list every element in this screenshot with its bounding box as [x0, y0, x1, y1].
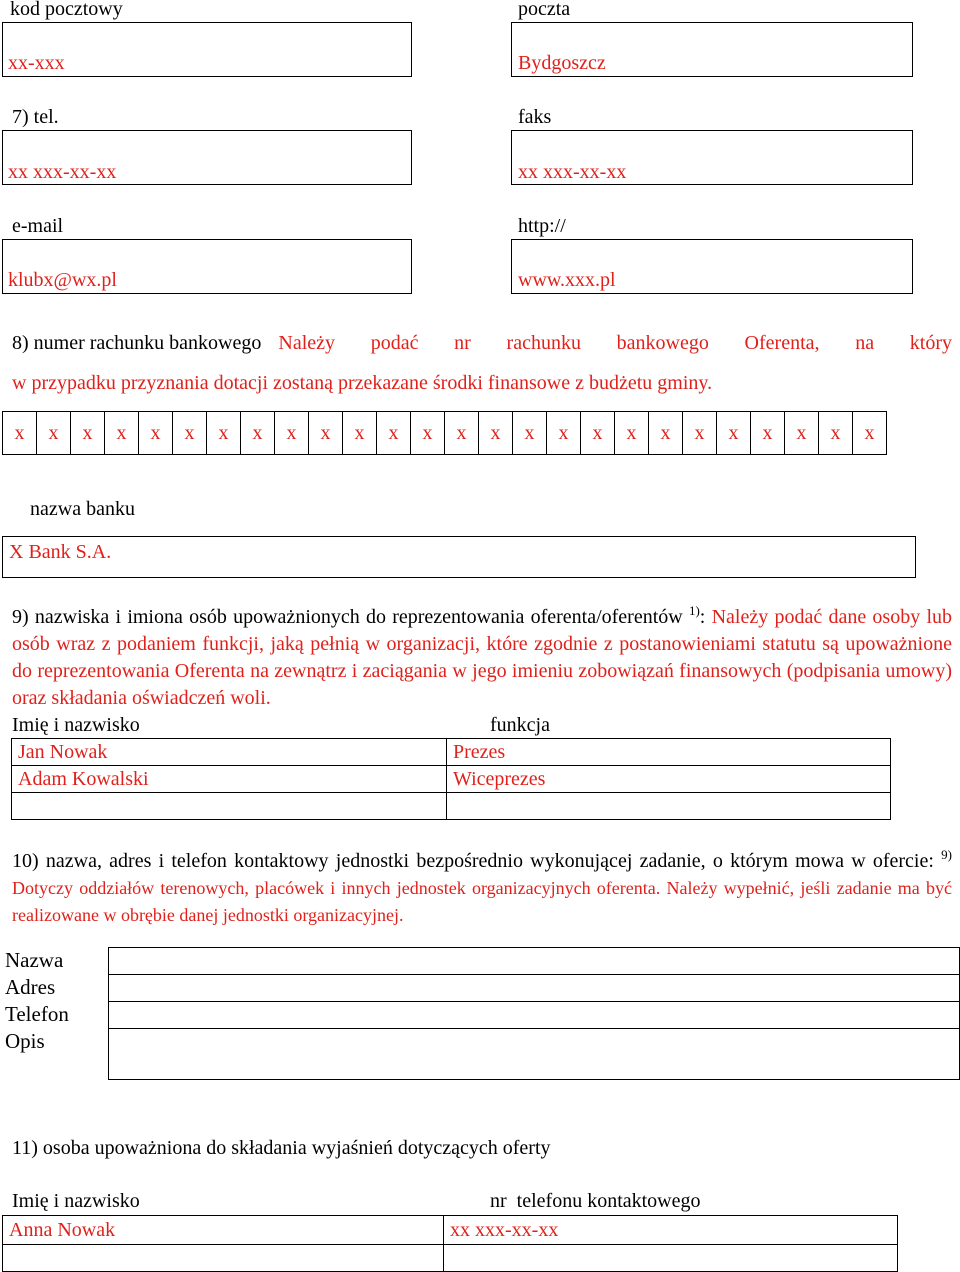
post-office-field[interactable] — [511, 22, 913, 77]
unit-phone-field[interactable] — [109, 1002, 960, 1029]
post-office-value: Bydgoszcz — [518, 52, 606, 74]
account-digit-cell[interactable]: x — [377, 412, 411, 455]
explainer-col-name: Imię i nazwisko — [12, 1190, 140, 1212]
account-digit-cell[interactable]: x — [207, 412, 241, 455]
explainer-phone-value: xx xxx-xx-xx — [450, 1218, 559, 1241]
explainer-phone-field[interactable] — [444, 1216, 898, 1245]
account-digit-cell[interactable]: x — [615, 412, 649, 455]
representatives-paragraph — [12, 604, 952, 712]
post-office-label: poczta — [518, 0, 571, 20]
account-digit-cell[interactable]: x — [411, 412, 445, 455]
rep-name-value: Jan Nowak — [18, 740, 108, 763]
unit-labels — [5, 947, 69, 1055]
explainer-empty-cell[interactable] — [3, 1245, 444, 1272]
account-digit-cell[interactable]: x — [139, 412, 173, 455]
account-digit-cell[interactable]: x — [173, 412, 207, 455]
representatives-note: Należy podać dane osoby lub osób wraz z podaniem funkcji, jaką pełnią w organizacji, które zgodnie z postanowieniami statutu są upoważnione do reprezentowania Oferenta na zewnątrz i zaciągania w jego imieniu zobowiązań finansowych (podpisania umowy) oraz składania oświadczeń woli. — [12, 606, 952, 709]
explainer-name-value: Anna Nowak — [9, 1218, 116, 1241]
unit-note: Dotyczy oddziałów terenowych, placówek i innych jednostek organizacyjnych oferenta. Należy wypełnić, jeśli zadanie ma być realizowane w obrębie danej jednostki organizacyjnej. — [12, 878, 952, 925]
account-digit-cell[interactable]: x — [649, 412, 683, 455]
account-digit-cell[interactable]: x — [445, 412, 479, 455]
table-row — [12, 739, 891, 766]
explainer-heading: 11) osoba upoważniona do składania wyjaśnień dotyczących oferty — [12, 1137, 551, 1159]
unit-label-description: Opis — [5, 1029, 45, 1053]
account-digit-cell[interactable]: x — [717, 412, 751, 455]
table-row — [12, 766, 891, 793]
rep-name-value — [12, 795, 18, 817]
account-digit-cell[interactable]: x — [853, 412, 887, 455]
account-digit-cell[interactable]: x — [819, 412, 853, 455]
unit-label-name: Nazwa — [5, 948, 64, 972]
rep-function-cell[interactable] — [447, 766, 891, 793]
unit-name-field[interactable] — [109, 948, 960, 975]
account-digit-cell[interactable]: x — [513, 412, 547, 455]
bank-note-line1: Należy podać nr rachunku bankowego Oferenta, na który — [278, 332, 952, 354]
postal-code-value: xx-xxx — [8, 52, 65, 74]
footnote-marker: 1) — [688, 603, 700, 618]
explainer-table — [2, 1215, 898, 1272]
bank-heading-line — [12, 331, 952, 355]
rep-name-cell[interactable] — [12, 793, 447, 820]
bank-heading: 8) numer rachunku bankowego — [12, 332, 262, 354]
unit-label-phone: Telefon — [5, 1002, 69, 1026]
rep-function-cell[interactable] — [447, 739, 891, 766]
account-digit-cell[interactable]: x — [683, 412, 717, 455]
account-digit-cell[interactable]: x — [479, 412, 513, 455]
representatives-heading: 9) nazwiska i imiona osób upoważnionych do reprezentowania oferenta/oferentów — [12, 606, 683, 628]
account-digit-cell[interactable]: x — [275, 412, 309, 455]
account-digit-cell[interactable]: x — [547, 412, 581, 455]
postal-code-label: kod pocztowy — [10, 0, 123, 20]
www-label: http:// — [518, 215, 566, 237]
account-digit-cell[interactable]: x — [105, 412, 139, 455]
rep-col-function: funkcja — [490, 714, 550, 736]
rep-name-value: Adam Kowalski — [18, 767, 149, 790]
www-value: www.xxx.pl — [518, 269, 616, 291]
unit-description-field[interactable] — [109, 1029, 960, 1080]
rep-function-value: Wiceprezes — [453, 767, 546, 790]
bank-note-line2: w przypadku przyznania dotacji zostaną przekazane środki finansowe z budżetu gminy. — [12, 372, 713, 394]
email-field[interactable] — [2, 239, 412, 294]
unit-address-field[interactable] — [109, 975, 960, 1002]
account-digit-cell[interactable]: x — [37, 412, 71, 455]
unit-heading: 10) nazwa, adres i telefon kontaktowy jednostki bezpośrednio wykonującej zadanie, o którym mowa w ofercie: — [12, 850, 934, 872]
account-digit-cell[interactable]: x — [785, 412, 819, 455]
rep-col-name: Imię i nazwisko — [12, 714, 140, 736]
account-digit-cell[interactable]: x — [309, 412, 343, 455]
fax-label: faks — [518, 106, 552, 128]
unit-table — [108, 947, 960, 1080]
account-digit-cell[interactable]: x — [71, 412, 105, 455]
explainer-col-phone: nr telefonu kontaktowego — [490, 1190, 701, 1212]
account-digit-cell[interactable]: x — [3, 412, 37, 455]
account-number-grid[interactable] — [2, 411, 887, 455]
explainer-empty-cell[interactable] — [444, 1245, 898, 1272]
email-label: e-mail — [12, 215, 64, 237]
rep-function-value: Prezes — [453, 740, 506, 763]
rep-name-cell[interactable] — [12, 766, 447, 793]
explainer-name-field[interactable] — [3, 1216, 444, 1245]
www-field[interactable] — [511, 239, 913, 294]
phone-value: xx xxx-xx-xx — [8, 161, 117, 183]
representatives-table — [11, 738, 891, 820]
account-digit-cell[interactable]: x — [343, 412, 377, 455]
phone-field[interactable] — [2, 130, 412, 185]
table-row — [12, 793, 891, 820]
account-digit-cell[interactable]: x — [751, 412, 785, 455]
fax-field[interactable] — [511, 130, 913, 185]
rep-function-value — [447, 795, 453, 817]
representatives-colon: : — [699, 606, 706, 628]
account-number-row — [3, 412, 887, 455]
account-digit-cell[interactable]: x — [241, 412, 275, 455]
postal-code-field[interactable] — [2, 22, 412, 77]
email-value: klubx@wx.pl — [8, 269, 117, 291]
bank-name-field[interactable] — [2, 536, 916, 578]
rep-function-cell[interactable] — [447, 793, 891, 820]
bank-name-value: X Bank S.A. — [9, 541, 112, 563]
rep-name-cell[interactable] — [12, 739, 447, 766]
unit-paragraph — [12, 848, 952, 929]
fax-value: xx xxx-xx-xx — [518, 161, 627, 183]
account-digit-cell[interactable]: x — [581, 412, 615, 455]
unit-footnote-marker: 9) — [941, 847, 953, 862]
bank-name-label: nazwa banku — [30, 498, 135, 520]
unit-label-address: Adres — [5, 975, 56, 999]
phone-label: 7) tel. — [12, 106, 59, 128]
